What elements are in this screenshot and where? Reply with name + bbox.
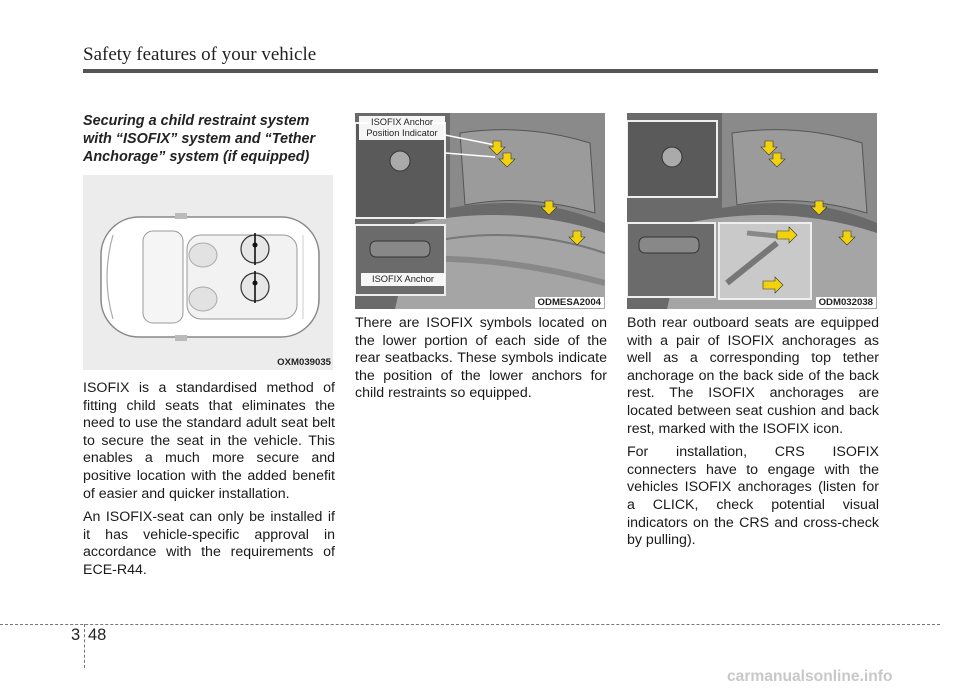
watermark: carmanualsonline.info	[727, 668, 893, 685]
column-2-text	[355, 315, 607, 409]
page-header-title: Safety features of your vehicle	[83, 44, 317, 65]
column-1-text	[83, 380, 335, 586]
car-top-view-illustration	[83, 175, 333, 370]
paragraph: There are ISOFIX symbols located on the lower portion of each side of the rear seatbacks. These symbols indicate the position of the lower anchors for child restraints so equipped.	[355, 315, 607, 402]
chapter-number: 3	[71, 626, 81, 644]
section-heading: Securing a child restraint system with “ISOFIX” system and “Tether Anchorage” system (if equipped)	[83, 113, 316, 165]
figure-code: OXM039035	[277, 357, 331, 368]
paragraph: ISOFIX is a standardised method of fitting child seats that eliminates the need to use the standard adult seat belt to secure the seat in the vehicle. This enables a much more secure and positive location with the added benefit of easier and quicker installation.	[83, 380, 335, 502]
car-top-view-figure	[83, 175, 333, 370]
rear-seat-anchorage-figure	[627, 113, 877, 309]
footer-divider	[84, 624, 85, 668]
page-number: 48	[88, 626, 107, 644]
header-rule	[83, 69, 878, 73]
column-3-text	[627, 315, 879, 556]
figure-code: ODMESA2004	[535, 297, 604, 308]
rear-seat-anchorage-illustration	[627, 113, 877, 309]
paragraph: For installation, CRS ISOFIX connecters have to engage with the vehicles ISOFIX anchorages (listen for a CLICK, check potential visual indicators on the CRS and cross-check by pulling).	[627, 444, 879, 549]
isofix-anchor-position-indicator-callout: ISOFIX Anchor Position Indicator	[359, 116, 445, 140]
paragraph: An ISOFIX-seat can only be installed if it has vehicle-specific approval in accordance with the requirements of ECE-R44.	[83, 509, 335, 578]
figure-code: ODM032038	[816, 297, 876, 308]
paragraph: Both rear outboard seats are equipped with a pair of ISOFIX anchorages as well as a corresponding top tether anchorage on the back side of the back rest. The ISOFIX anchorages are located between seat cushion and back rest, marked with the ISOFIX icon.	[627, 315, 879, 437]
footer-rule	[0, 624, 940, 625]
rear-seat-isofix-figure	[355, 113, 605, 309]
isofix-anchor-callout: ISOFIX Anchor	[361, 273, 445, 286]
